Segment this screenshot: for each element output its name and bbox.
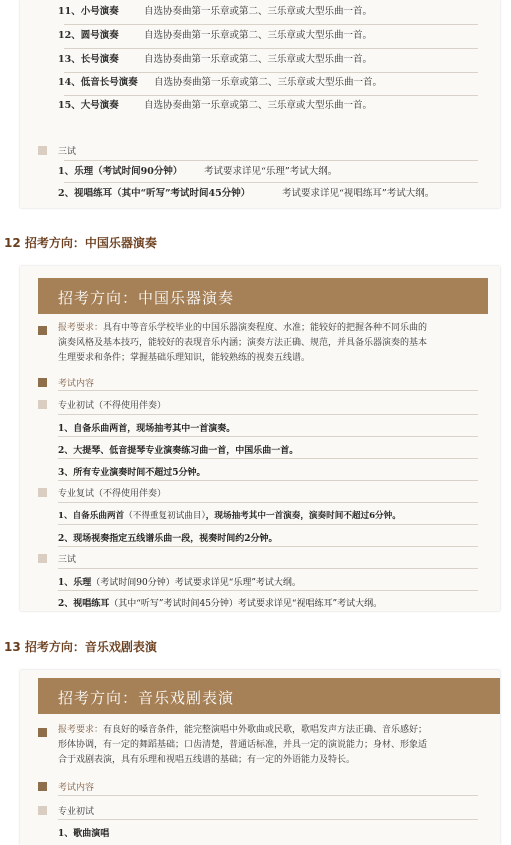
requirements-paragraph: 报考要求：有良好的嗓音条件，能完整演唱中外歌曲或民歌，歌唱发声方法正确、音乐感好； 形体协调，有一定的舞蹈基础；口齿清楚，普通话标准，并具一定的演说能力；身材、形象适 合于戏剧表演，具有乐理和视唱五线谱的基础；有一定的外语能力及特长。 (58, 725, 428, 765)
section-heading: 12 招考方向：中国乐器演奏 (4, 236, 157, 250)
section-title: 三试 (58, 555, 77, 565)
list-item: 2、大提琴、低音提琴专业演奏练习曲一首，中国乐曲一首。 (58, 446, 299, 456)
list-item: 1、自备乐曲两首（不得重复初试曲目），现场抽考其中一首演奏，演奏时间不超过6分钟。 (58, 511, 401, 521)
list-item: 1、自备乐曲两首，现场抽考其中一首演奏。 (58, 424, 236, 434)
section-marker-icon (38, 782, 47, 791)
list-item: 1、乐理（考试时间90分钟）考试要求详见“乐理”考试大纲。 (58, 578, 301, 588)
section-marker-icon (38, 806, 47, 815)
section-title: 专业初试 (58, 807, 95, 817)
section-title: 专业初试（不得使用伴奏） (58, 401, 167, 411)
top-card: 11、小号演奏 自选协奏曲第一乐章或第二、三乐章或大型乐曲一首。 12、圆号演奏 自选协奏曲第一乐章或第二、三乐章或大型乐曲一首。 13、长号演奏 自选协奏曲第一乐章或第二、三乐章或大型乐曲一首。 14、低音长号演奏 自选协奏曲第一乐章或第二、三乐章或大型乐曲一首。 15、大号演奏 自选协奏曲第一乐章或第二、三乐章或大型乐曲一首。 三试 1、乐理（考试时间90分钟） 考试要求详见“乐理”考试大纲。 2、视唱练耳（其中“听写”考试时间45分钟） 考试要求详见“视唱练耳”考试大纲。 (20, 0, 500, 208)
section13-card (20, 670, 500, 845)
banner (38, 278, 488, 314)
banner-title: 招考方向：音乐戏剧表演 (58, 689, 235, 707)
section12-card (20, 266, 500, 611)
section-marker-icon (38, 146, 47, 155)
section-marker-icon (38, 326, 47, 335)
list-item: 2、视唱练耳（其中“听写”考试时间45分钟）考试要求详见“视唱练耳”考试大纲。 (58, 599, 383, 609)
banner (38, 678, 500, 714)
section-marker-icon (38, 400, 47, 409)
list-item: 1、歌曲演唱 (58, 829, 110, 839)
requirements-paragraph: 报考要求：具有中等音乐学校毕业的中国乐器演奏程度、水准；能较好的把握各种不同乐曲的 演奏风格及基本技巧，能较好的表现音乐内涵；演奏方法正确、规范，并具备乐器演奏的基本 生理要求和条件；掌握基础乐理知识，能较熟练的视奏五线谱。 (58, 323, 428, 363)
section-title: 三试 (58, 147, 77, 157)
section-heading: 13 招考方向：音乐戏剧表演 (4, 640, 157, 654)
section-marker-icon (38, 488, 47, 497)
list-item: 3、所有专业演奏时间不超过5分钟。 (58, 468, 206, 478)
list-item: 2、现场视奏指定五线谱乐曲一段，视奏时间约2分钟。 (58, 534, 278, 544)
section-title: 专业复试（不得使用伴奏） (58, 489, 167, 499)
section-marker-icon (38, 378, 47, 387)
section-title: 考试内容 (58, 783, 95, 793)
section-marker-icon (38, 554, 47, 563)
section-title: 考试内容 (58, 379, 95, 389)
section-marker-icon (38, 728, 47, 737)
banner-title: 招考方向：中国乐器演奏 (58, 289, 235, 307)
